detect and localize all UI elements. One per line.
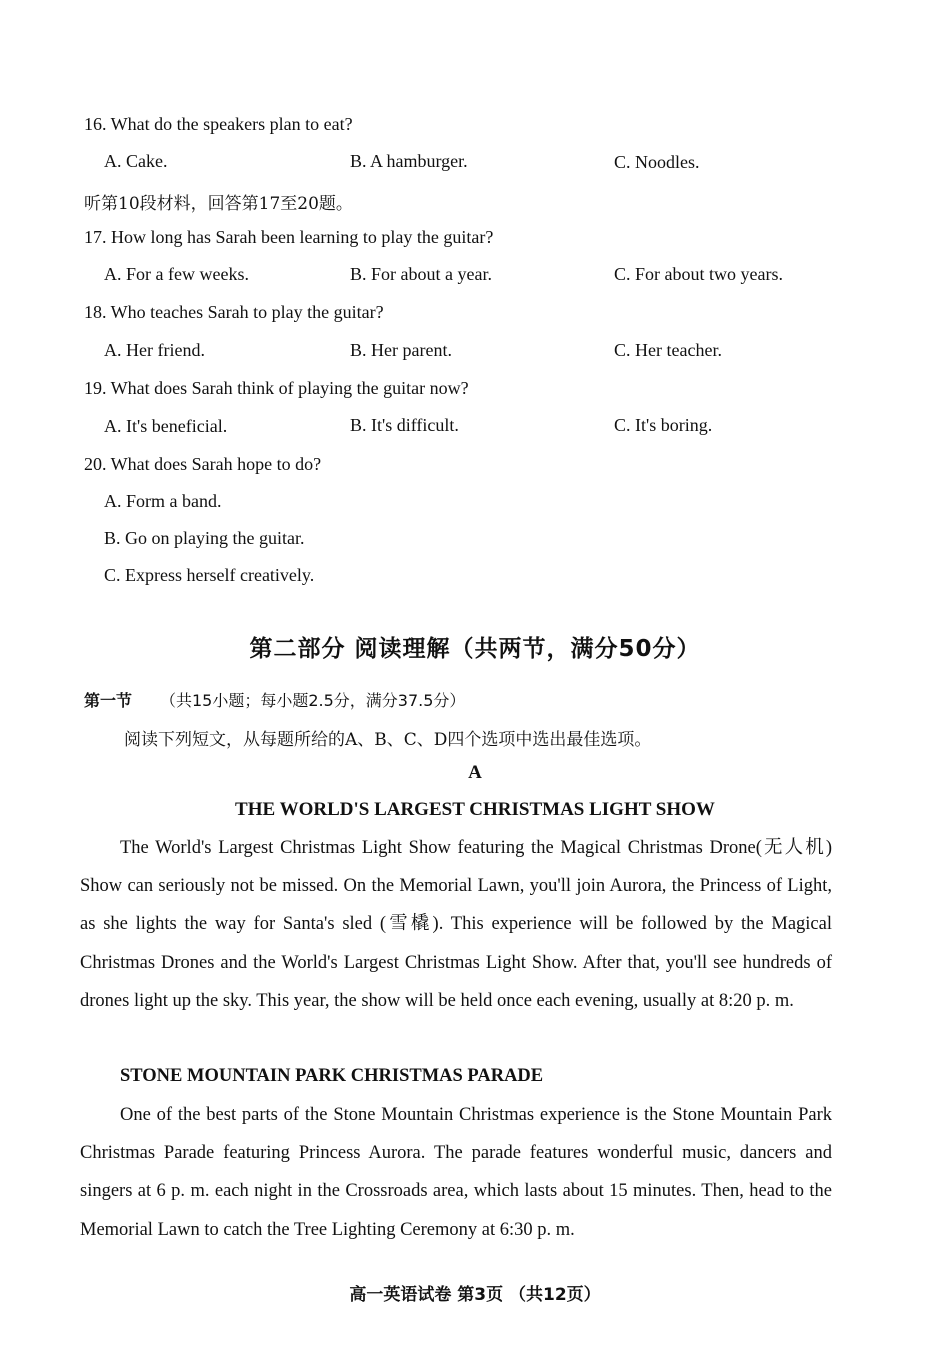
question-18-option-a: A. Her friend.	[104, 340, 205, 360]
part-two-title: 第二部分 阅读理解（共两节，满分50分）	[249, 636, 701, 662]
question-20-option-a: A. Form a band.	[104, 491, 222, 511]
question-16-stem: 16. What do the speakers plan to eat?	[84, 114, 353, 134]
reading-instruction: 阅读下列短文，从每题所给的A、B、C、D四个选项中选出最佳选项。	[124, 730, 652, 750]
listening-instruction: 听第10段材料，回答第17至20题。	[84, 194, 353, 214]
question-18-option-b: B. Her parent.	[350, 340, 452, 360]
question-17-stem: 17. How long has Sarah been learning to play the guitar?	[84, 227, 494, 247]
passage-letter: A	[468, 762, 482, 783]
question-19-option-b: B. It's difficult.	[350, 415, 459, 435]
question-18-option-c: C. Her teacher.	[614, 340, 722, 360]
passage-heading-parade: STONE MOUNTAIN PARK CHRISTMAS PARADE	[120, 1066, 544, 1086]
question-19-option-c: C. It's boring.	[614, 415, 713, 435]
question-18-stem: 18. Who teaches Sarah to play the guitar?	[84, 302, 384, 322]
question-20-option-b: B. Go on playing the guitar.	[104, 528, 305, 548]
question-19-stem: 19. What does Sarah think of playing the guitar now?	[84, 378, 469, 398]
passage-paragraph-parade: One of the best parts of the Stone Mountain Christmas experience is the Stone Mountain Park Christmas Parade featuring Princess Aurora. The parade features wonderful music, dancers and singers at 6 p. m. each night in the Crossroads area, which lasts about 15 minutes. Then, head to the Memorial Lawn to catch the Tree Lighting Ceremony at 6:30 p. m.	[80, 1105, 832, 1240]
page-footer: 高一英语试卷 第3页 （共12页）	[349, 1285, 601, 1305]
passage-paragraph-light-show: The World's Largest Christmas Light Show featuring the Magical Christmas Drone(无人机) Show can seriously not be missed. On the Memorial Lawn, you'll join Aurora, the Princess of Light, as she lights the way for Santa's sled (雪橇). This experience will be followed by the Magical Christmas Drones and the World's Largest Christmas Light Show. After that, you'll see hundreds of drones light up the sky. This year, the show will be held once each evening, usually at 8:20 p. m.	[80, 838, 832, 1011]
passage-heading-light-show: THE WORLD'S LARGEST CHRISTMAS LIGHT SHOW	[235, 799, 715, 820]
question-19-option-a: A. It's beneficial.	[104, 416, 228, 436]
question-17-option-b: B. For about a year.	[350, 264, 492, 284]
question-16-option-c: C. Noodles.	[614, 152, 700, 172]
section-one-info: （共15小题；每小题2.5分，满分37.5分）	[160, 691, 466, 710]
question-20-stem: 20. What does Sarah hope to do?	[84, 454, 322, 474]
question-20-option-c: C. Express herself creatively.	[104, 565, 315, 585]
question-16-option-b: B. A hamburger.	[350, 151, 468, 171]
section-one-label: 第一节	[84, 691, 133, 710]
question-17-option-c: C. For about two years.	[614, 264, 783, 284]
question-16-option-a: A. Cake.	[104, 151, 168, 171]
question-17-option-a: A. For a few weeks.	[104, 264, 249, 284]
